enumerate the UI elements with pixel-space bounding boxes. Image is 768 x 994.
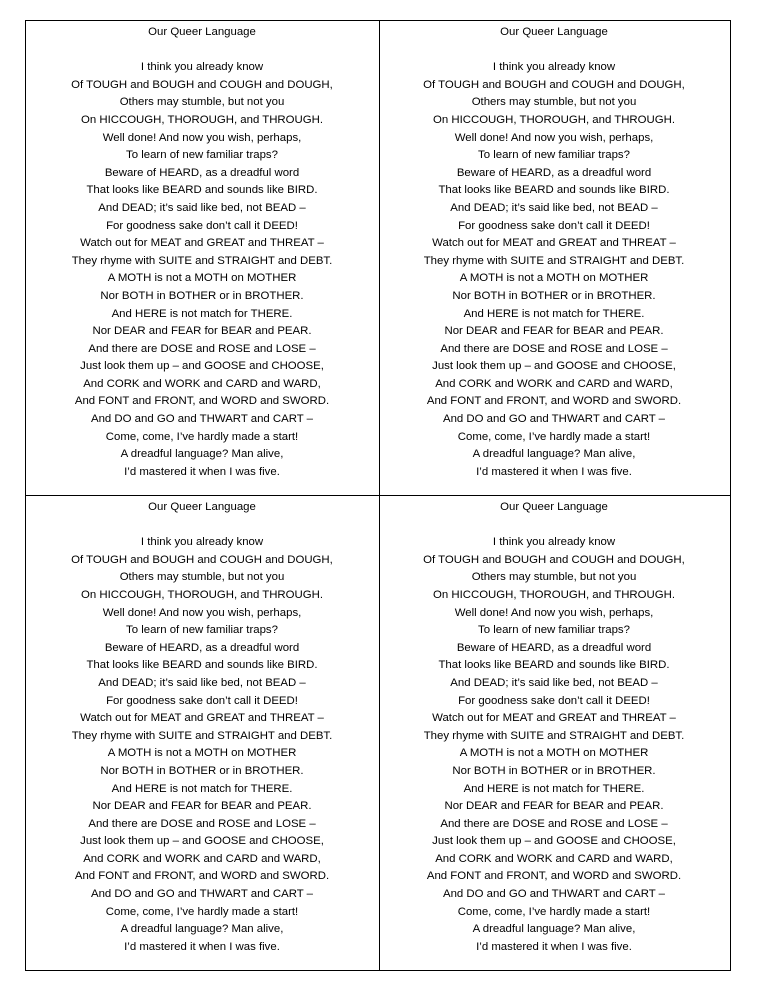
poem-line: And FONT and FRONT, and WORD and SWORD. xyxy=(74,870,330,883)
poem-line: I think you already know xyxy=(492,61,616,74)
poem-line: Beware of HEARD, as a dreadful word xyxy=(456,641,652,654)
poem-line: And there are DOSE and ROSE and LOSE – xyxy=(440,817,668,830)
poem-line: Just look them up – and GOOSE and CHOOSE, xyxy=(80,835,324,848)
poem-line: I’d mastered it when I was five. xyxy=(124,940,280,953)
poem-line: And there are DOSE and ROSE and LOSE – xyxy=(88,817,316,830)
poem-line: They rhyme with SUITE and STRAIGHT and DEBT. xyxy=(71,254,333,267)
poem-panel-bottom-left xyxy=(26,499,378,956)
poem-line: Of TOUGH and BOUGH and COUGH and DOUGH, xyxy=(423,553,685,566)
poem-line: Nor BOTH in BOTHER or in BROTHER. xyxy=(452,289,656,302)
poem-line: Beware of HEARD, as a dreadful word xyxy=(456,166,652,179)
poem-line: Nor BOTH in BOTHER or in BROTHER. xyxy=(100,764,304,777)
poem-line: Watch out for MEAT and GREAT and THREAT – xyxy=(432,712,676,725)
poem-line: That looks like BEARD and sounds like BIRD. xyxy=(86,184,318,197)
poem-line: I’d mastered it when I was five. xyxy=(124,465,280,478)
poem-line: For goodness sake don’t call it DEED! xyxy=(106,219,298,232)
poem-line: For goodness sake don’t call it DEED! xyxy=(458,219,650,232)
poem-line: And DEAD; it’s said like bed, not BEAD – xyxy=(98,676,306,689)
poem-line: And FONT and FRONT, and WORD and SWORD. xyxy=(426,870,682,883)
poem-line: And there are DOSE and ROSE and LOSE – xyxy=(440,342,668,355)
poem-line: For goodness sake don’t call it DEED! xyxy=(106,694,298,707)
poem-line: And DO and GO and THWART and CART – xyxy=(90,413,313,426)
poem-line: They rhyme with SUITE and STRAIGHT and DEBT. xyxy=(423,254,685,267)
poem-line: Nor DEAR and FEAR for BEAR and PEAR. xyxy=(444,800,664,813)
blank-line xyxy=(26,517,378,535)
poem-panel-top-left xyxy=(26,24,378,481)
poem-line: They rhyme with SUITE and STRAIGHT and DEBT. xyxy=(423,729,685,742)
poem-line: Just look them up – and GOOSE and CHOOSE, xyxy=(432,360,676,373)
horizontal-divider xyxy=(26,495,730,496)
poem-line: Well done! And now you wish, perhaps, xyxy=(102,606,302,619)
poem-line: On HICCOUGH, THOROUGH, and THROUGH. xyxy=(81,588,323,601)
poem-line: To learn of new familiar traps? xyxy=(126,624,278,637)
poem-line: Watch out for MEAT and GREAT and THREAT – xyxy=(80,712,324,725)
blank-line xyxy=(378,42,730,60)
poem-line: On HICCOUGH, THOROUGH, and THROUGH. xyxy=(433,588,675,601)
poem-title: Our Queer Language xyxy=(148,26,256,38)
poem-line: They rhyme with SUITE and STRAIGHT and DEBT. xyxy=(71,729,333,742)
poem-line: Others may stumble, but not you xyxy=(119,96,285,109)
poem-line: Of TOUGH and BOUGH and COUGH and DOUGH, xyxy=(71,78,333,91)
poem-line: Come, come, I’ve hardly made a start! xyxy=(105,905,299,918)
poem-line: On HICCOUGH, THOROUGH, and THROUGH. xyxy=(433,113,675,126)
poem-line: Just look them up – and GOOSE and CHOOSE, xyxy=(432,835,676,848)
poem-line: For goodness sake don’t call it DEED! xyxy=(458,694,650,707)
poem-panel-top-right xyxy=(378,24,730,481)
poem-line: And DO and GO and THWART and CART – xyxy=(442,413,665,426)
poem-title: Our Queer Language xyxy=(500,26,608,38)
poem-line: Beware of HEARD, as a dreadful word xyxy=(104,641,300,654)
poem-line: And FONT and FRONT, and WORD and SWORD. xyxy=(74,395,330,408)
poem-line: And CORK and WORK and CARD and WARD, xyxy=(83,377,321,390)
poem-line: A dreadful language? Man alive, xyxy=(120,923,284,936)
poem-line: Come, come, I’ve hardly made a start! xyxy=(457,430,651,443)
poem-line: Others may stumble, but not you xyxy=(471,96,637,109)
poem-line: I’d mastered it when I was five. xyxy=(476,940,632,953)
poem-line: Beware of HEARD, as a dreadful word xyxy=(104,166,300,179)
poem-line: Well done! And now you wish, perhaps, xyxy=(454,606,654,619)
poem-line: And HERE is not match for THERE. xyxy=(111,782,293,795)
poem-line: And HERE is not match for THERE. xyxy=(111,307,293,320)
poem-panel-bottom-right xyxy=(378,499,730,956)
poem-line: Nor BOTH in BOTHER or in BROTHER. xyxy=(100,289,304,302)
poem-line: Of TOUGH and BOUGH and COUGH and DOUGH, xyxy=(71,553,333,566)
poem-line: A dreadful language? Man alive, xyxy=(120,448,284,461)
blank-line xyxy=(378,517,730,535)
poem-line: Others may stumble, but not you xyxy=(119,571,285,584)
poem-line: A MOTH is not a MOTH on MOTHER xyxy=(107,272,297,285)
poem-line: And CORK and WORK and CARD and WARD, xyxy=(435,377,673,390)
poem-line: Nor BOTH in BOTHER or in BROTHER. xyxy=(452,764,656,777)
poem-line: Well done! And now you wish, perhaps, xyxy=(454,131,654,144)
poem-line: And CORK and WORK and CARD and WARD, xyxy=(83,852,321,865)
poem-title: Our Queer Language xyxy=(148,501,256,513)
poem-line: A dreadful language? Man alive, xyxy=(472,923,636,936)
poem-line: Well done! And now you wish, perhaps, xyxy=(102,131,302,144)
poem-line: That looks like BEARD and sounds like BIRD. xyxy=(438,659,670,672)
poem-line: And DEAD; it’s said like bed, not BEAD – xyxy=(450,676,658,689)
poem-line: Nor DEAR and FEAR for BEAR and PEAR. xyxy=(92,325,312,338)
poem-line: To learn of new familiar traps? xyxy=(478,624,630,637)
poem-line: Watch out for MEAT and GREAT and THREAT – xyxy=(432,237,676,250)
poem-line: On HICCOUGH, THOROUGH, and THROUGH. xyxy=(81,113,323,126)
poem-line: And HERE is not match for THERE. xyxy=(463,307,645,320)
poem-line: To learn of new familiar traps? xyxy=(478,149,630,162)
poem-line: And CORK and WORK and CARD and WARD, xyxy=(435,852,673,865)
poem-line: I think you already know xyxy=(492,536,616,549)
poem-line: Watch out for MEAT and GREAT and THREAT – xyxy=(80,237,324,250)
poem-line: And DEAD; it’s said like bed, not BEAD – xyxy=(98,201,306,214)
poem-line: And DO and GO and THWART and CART – xyxy=(90,888,313,901)
poem-line: Of TOUGH and BOUGH and COUGH and DOUGH, xyxy=(423,78,685,91)
poem-title: Our Queer Language xyxy=(500,501,608,513)
poem-line: And FONT and FRONT, and WORD and SWORD. xyxy=(426,395,682,408)
poem-line: A dreadful language? Man alive, xyxy=(472,448,636,461)
poem-line: And there are DOSE and ROSE and LOSE – xyxy=(88,342,316,355)
poem-line: I think you already know xyxy=(140,536,264,549)
poem-line: Others may stumble, but not you xyxy=(471,571,637,584)
poem-line: And DEAD; it’s said like bed, not BEAD – xyxy=(450,201,658,214)
poem-line: That looks like BEARD and sounds like BIRD. xyxy=(438,184,670,197)
poem-line: A MOTH is not a MOTH on MOTHER xyxy=(107,747,297,760)
poem-line: I’d mastered it when I was five. xyxy=(476,465,632,478)
poem-line: And DO and GO and THWART and CART – xyxy=(442,888,665,901)
poem-line: And HERE is not match for THERE. xyxy=(463,782,645,795)
poem-line: Just look them up – and GOOSE and CHOOSE, xyxy=(80,360,324,373)
poem-line: Nor DEAR and FEAR for BEAR and PEAR. xyxy=(444,325,664,338)
poem-line: Nor DEAR and FEAR for BEAR and PEAR. xyxy=(92,800,312,813)
poem-line: A MOTH is not a MOTH on MOTHER xyxy=(459,747,649,760)
poem-line: Come, come, I’ve hardly made a start! xyxy=(105,430,299,443)
poem-line: A MOTH is not a MOTH on MOTHER xyxy=(459,272,649,285)
poem-line: That looks like BEARD and sounds like BIRD. xyxy=(86,659,318,672)
poem-line: To learn of new familiar traps? xyxy=(126,149,278,162)
poem-line: Come, come, I’ve hardly made a start! xyxy=(457,905,651,918)
blank-line xyxy=(26,42,378,60)
poem-line: I think you already know xyxy=(140,61,264,74)
